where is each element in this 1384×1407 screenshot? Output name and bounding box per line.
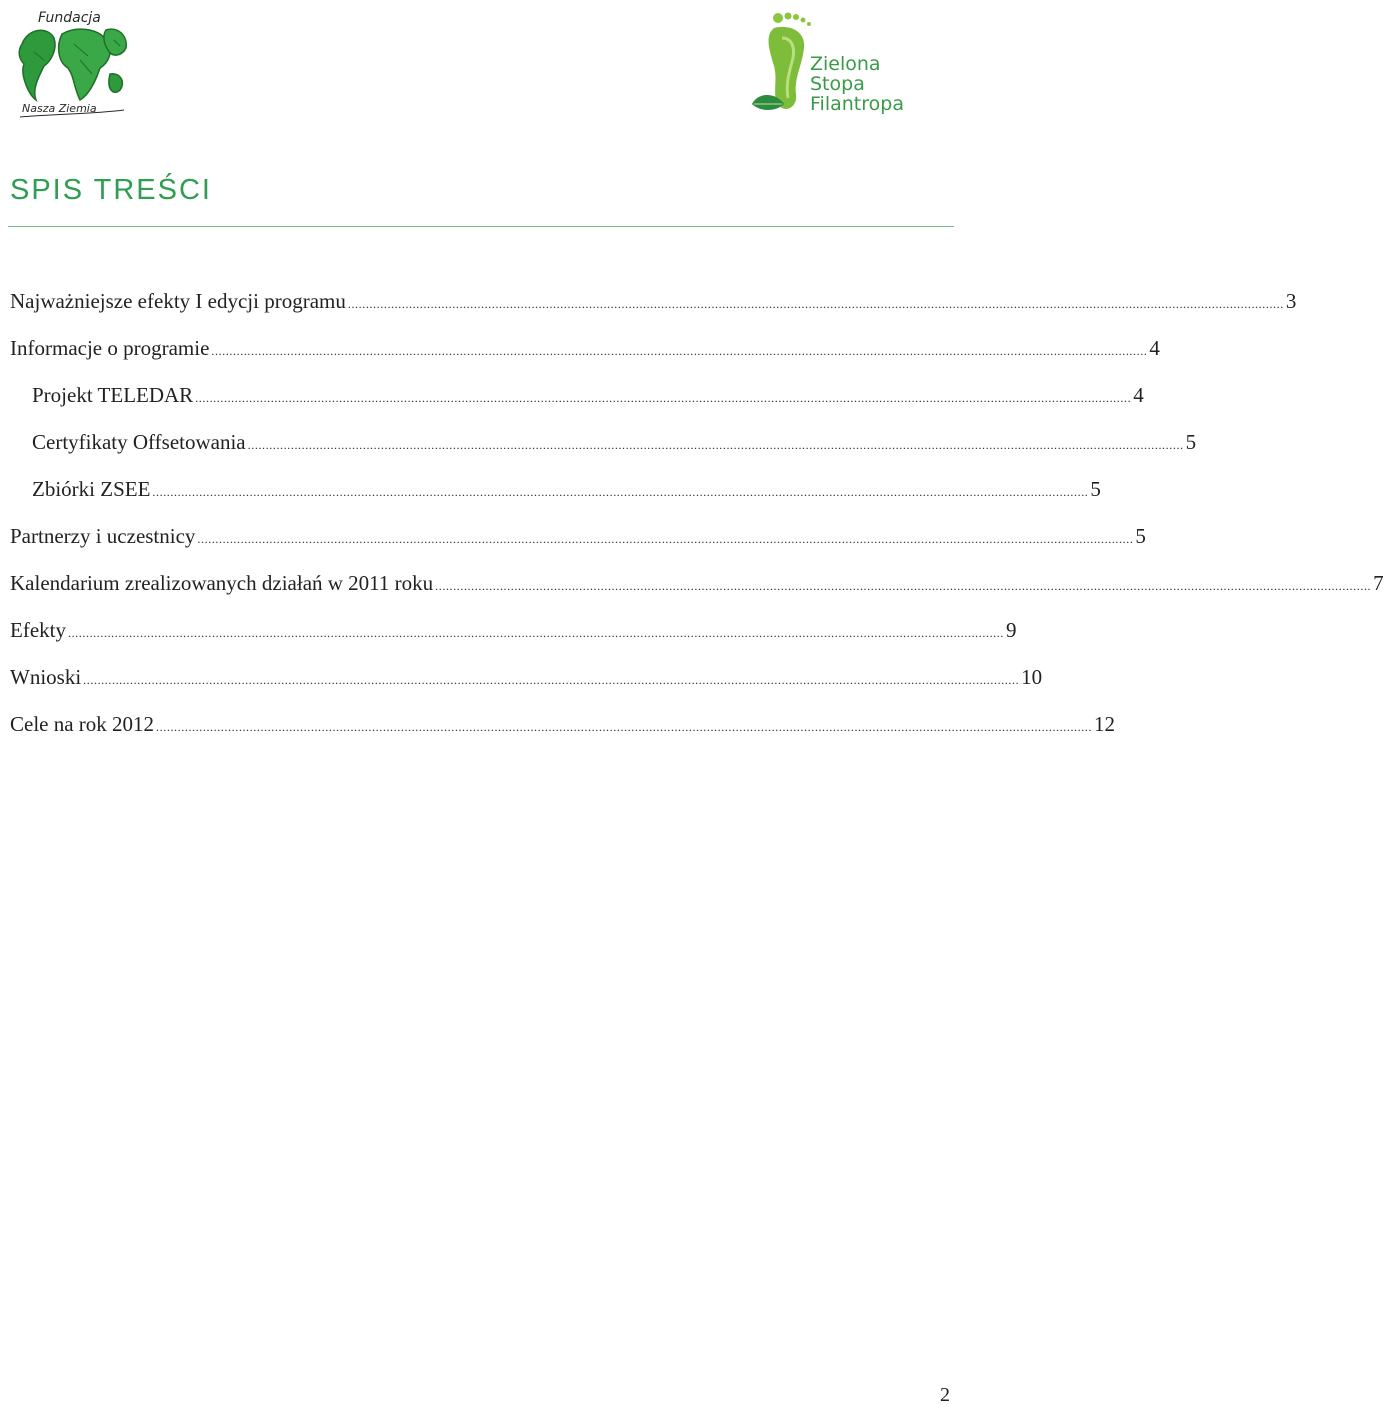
toc-entry[interactable] — [32, 427, 1197, 457]
toc-entry-title: Efekty — [10, 618, 66, 642]
toc-entry-page: 5 — [1185, 430, 1197, 454]
svg-text:Fundacja: Fundacja — [38, 10, 101, 26]
svg-text:Nasza Ziemia: Nasza Ziemia — [22, 102, 97, 115]
toc-entry-page: 4 — [1149, 336, 1160, 360]
toc-entry-title: Certyfikaty Offsetowania — [32, 430, 246, 454]
svg-text:Zielona: Zielona — [810, 53, 881, 75]
svg-text:Filantropa: Filantropa — [810, 93, 904, 115]
toc-entry[interactable] — [10, 709, 1116, 739]
toc-leader-dots: .................................................................................................................................................................................................................................................................... — [195, 391, 1132, 405]
toc-leader-dots: .................................................................................................................................................................................................................................................................... — [347, 297, 1284, 311]
fundacja-nasza-ziemia-logo — [14, 4, 134, 124]
toc-entry-page: 4 — [1133, 383, 1144, 407]
toc-entry-page: 12 — [1094, 712, 1116, 736]
toc-leader-dots: .................................................................................................................................................................................................................................................................... — [156, 720, 1093, 734]
zielona-stopa-filantropa-logo — [748, 8, 908, 120]
toc-entry-title: Projekt TELEDAR — [32, 383, 194, 407]
toc-entry-title: Informacje o programie — [10, 336, 210, 360]
toc-entry-title: Zbiórki ZSEE — [32, 477, 151, 501]
toc-entry-page: 9 — [1005, 618, 1017, 642]
toc-entry[interactable] — [32, 380, 1144, 410]
toc-leader-dots: .................................................................................................................................................................................................................................................................... — [435, 579, 1372, 593]
toc-entry[interactable] — [32, 474, 1101, 504]
toc-heading: SPIS TREŚCI — [10, 174, 212, 206]
toc-entry-title: Najważniejsze efekty I edycji programu — [10, 289, 346, 313]
toc-entry-title: Kalendarium zrealizowanych działań w 2011 roku — [10, 571, 434, 595]
svg-text:Stopa: Stopa — [810, 73, 865, 95]
toc-entry[interactable] — [10, 521, 1146, 551]
toc-entry[interactable] — [10, 615, 1017, 645]
toc-entry-page: 5 — [1135, 524, 1146, 548]
toc-entry[interactable] — [10, 662, 1043, 692]
toc-entry-page: 3 — [1285, 289, 1297, 313]
toc-leader-dots: .................................................................................................................................................................................................................................................................... — [197, 532, 1134, 546]
toc-entry-title: Partnerzy i uczestnicy — [10, 524, 196, 548]
toc-entry[interactable] — [10, 286, 1297, 316]
toc-entry-title: Cele na rok 2012 — [10, 712, 155, 736]
toc-entry[interactable] — [10, 333, 1160, 363]
toc-leader-dots: .................................................................................................................................................................................................................................................................... — [211, 344, 1148, 358]
heading-divider — [8, 226, 954, 227]
toc-leader-dots: .................................................................................................................................................................................................................................................................... — [83, 673, 1020, 687]
toc-entry-page: 5 — [1090, 477, 1101, 501]
toc-entry-page: 7 — [1373, 571, 1384, 595]
toc-entry-page: 10 — [1021, 665, 1043, 689]
page-number: 2 — [940, 1384, 950, 1406]
toc-leader-dots: .................................................................................................................................................................................................................................................................... — [247, 438, 1184, 452]
toc-leader-dots: .................................................................................................................................................................................................................................................................... — [152, 485, 1089, 499]
toc-entry[interactable] — [10, 568, 1384, 598]
toc-leader-dots: .................................................................................................................................................................................................................................................................... — [67, 626, 1004, 640]
toc-entry-title: Wnioski — [10, 665, 82, 689]
